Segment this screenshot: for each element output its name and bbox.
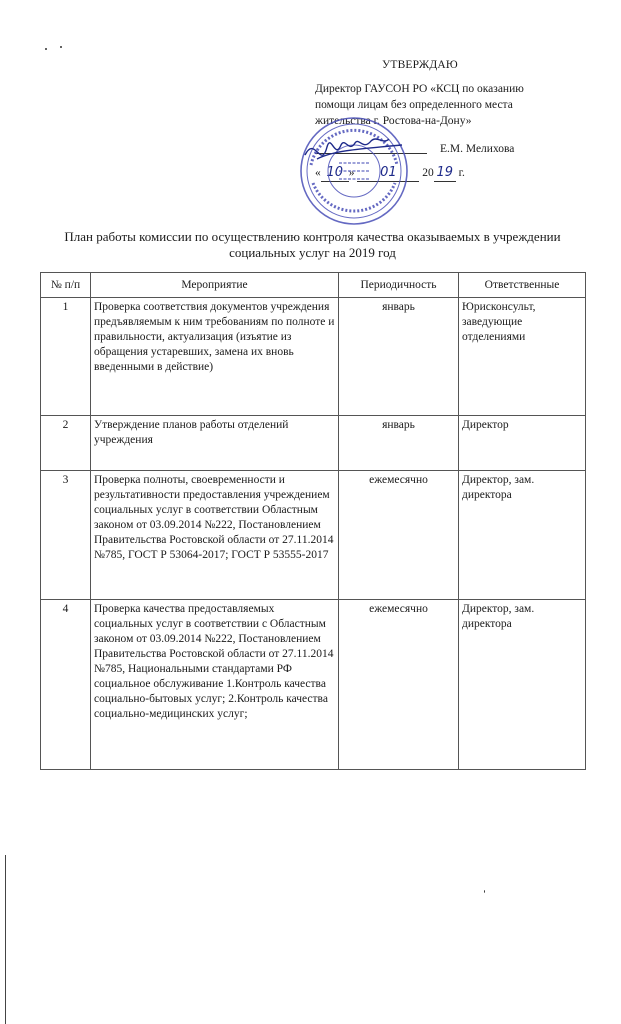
- date-year-suffix: 19: [436, 165, 454, 180]
- scan-edge-mark: [5, 855, 6, 1024]
- date-month: 01: [380, 165, 397, 180]
- scan-speck: [484, 890, 485, 893]
- row-num: 1: [41, 298, 91, 416]
- row-activity: Утверждение планов работы отделений учреждения: [91, 416, 339, 471]
- row-activity: Проверка качества предоставляемых социальных услуг в соответствии с Областным законом от 03.09.2014 №222, Постановлением Правительства Ростовской области от 27.11.2014 №785, Национальными стандартами РФ социальное обслуживание 1.Контроль качества социально-бытовых услуг; 2.Контроль качества социально-медицинских услуг;: [91, 600, 339, 770]
- header-period: Периодичность: [339, 273, 459, 298]
- row-period: январь: [339, 416, 459, 471]
- row-responsible: Директор, зам. директора: [459, 600, 586, 770]
- date-year-mark: г.: [458, 167, 465, 179]
- header-activity: Мероприятие: [91, 273, 339, 298]
- table-row: [41, 416, 586, 471]
- handwritten-signature: [305, 139, 402, 159]
- table-row: [41, 298, 586, 416]
- scan-speck: [45, 48, 47, 50]
- date-open-quote: «: [315, 167, 321, 179]
- date-year-prefix: 20: [422, 167, 434, 179]
- date-day: 10: [326, 165, 344, 180]
- table-row: [41, 471, 586, 600]
- date-close-quote: »: [348, 167, 355, 179]
- row-activity: Проверка соответствия документов учреждения предъявляемым к ним требованиям по полноте и правильности, актуализация (изъятие из обращения устаревших, замена их вновь введенными в действие): [91, 298, 339, 416]
- row-responsible: Юрисконсульт, заведующие отделениями: [459, 298, 586, 416]
- row-num: 4: [41, 600, 91, 770]
- header-num: № п/п: [41, 273, 91, 298]
- approval-line: жительства г. Ростова-на-Дону»: [315, 115, 472, 127]
- row-activity: Проверка полноты, своевременности и результативности предоставления учреждением социальных услуг в соответствии Областным законом от 03.09.2014 №222, Постановлением Правительства Ростовской области от 27.11.2014 №785, ГОСТ Р 53064-2017; ГОСТ Р 53555-2017: [91, 471, 339, 600]
- row-responsible: Директор: [459, 416, 586, 471]
- approval-line: Директор ГАУСОН РО «КСЦ по оказанию: [315, 83, 524, 95]
- approval-line: помощи лицам без определенного места: [315, 99, 513, 111]
- table-row: [41, 600, 586, 770]
- row-num: 3: [41, 471, 91, 600]
- row-period: январь: [339, 298, 459, 416]
- scan-speck: [60, 46, 62, 48]
- official-stamp-seal: [297, 115, 412, 227]
- row-period: ежемесячно: [339, 471, 459, 600]
- director-name: Е.М. Мелихова: [440, 143, 515, 155]
- approval-title: УТВЕРЖДАЮ: [382, 59, 458, 71]
- plan-table: [40, 272, 586, 770]
- header-responsible: Ответственные: [459, 273, 586, 298]
- table-header-row: [41, 273, 586, 298]
- plan-title: План работы комиссии по осуществлению контроля качества оказываемых в учреждении социальных услуг на 2019 год: [64, 229, 561, 260]
- row-responsible: Директор, зам. директора: [459, 471, 586, 600]
- row-period: ежемесячно: [339, 600, 459, 770]
- row-num: 2: [41, 416, 91, 471]
